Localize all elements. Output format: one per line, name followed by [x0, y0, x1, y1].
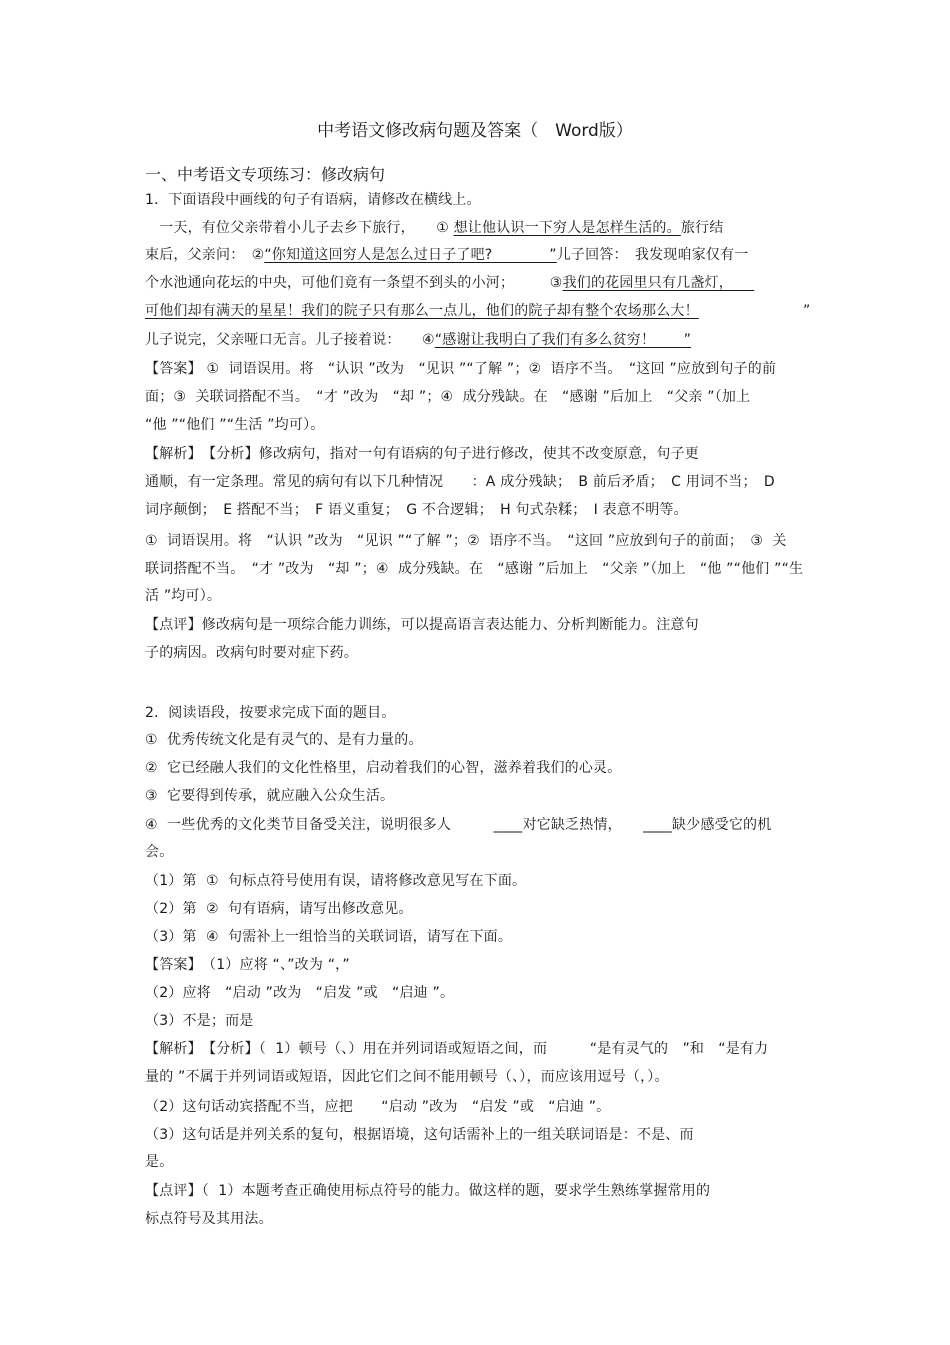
q2-task: （3）第 ④ 句需补上一组恰当的关联词语，请写在下面。 [145, 929, 513, 945]
q1-passage-line [145, 245, 749, 265]
q2-answer: 【答案】 （1）应将 “、”改为 “，” [145, 957, 350, 973]
text: ” [803, 303, 811, 319]
underlined-sentence-2: “你知道这回穷人是怎么过日子了吧? ” [264, 247, 557, 263]
underlined-sentence-3-cont: 可他们却有满天的星星！我们的院子只有那么一点儿，他们的院子却有整个农场那么大！ [145, 303, 699, 319]
q1-answer: “他 ”“他们 ”“生活 ”均可）。 [145, 417, 325, 433]
q1-comment: 【点评】修改病句是一项综合能力训练，可以提高语言表达能力、分析判断能力。注意句 [145, 617, 699, 633]
q1-passage-line [145, 273, 754, 293]
text: 儿子说完，父亲哑口无言。儿子接着说： ④ [145, 332, 435, 348]
q2-analysis: （3）这句话是并列关系的复句，根据语境，这句话需补上的一组关联词语是：不是、而 [145, 1127, 694, 1143]
text: 旅行结 [680, 220, 724, 236]
text: 束后，父亲问： ② [145, 247, 265, 263]
underlined-sentence-4: “感谢让我明白了我们有多么贫穷！ ” [434, 332, 692, 348]
q1-analysis: ① 词语误用。将 “认识 ”改为 “见识 ”“了解 ”；② 语序不当。 “这回 ”应放到句子的前面； ③ 关 [145, 533, 787, 549]
q1-passage-line [145, 218, 723, 238]
text: 儿子回答： 我发现咱家仅有一 [556, 247, 749, 263]
q2-task: （2）第 ② 句有语病，请写出修改意见。 [145, 901, 413, 917]
q1-analysis: 通顺，有一定条理。常见的病句有以下几种情况 ：A 成分残缺； B 前后矛盾； C 用词不当； D [145, 474, 775, 490]
q1-analysis: 活 ”均可）。 [145, 588, 222, 604]
underlined-sentence-1: 想让他认识一下穷人是怎样生活的。 [453, 220, 681, 236]
q2-sentence: ② 它已经融人我们的文化性格里，启动着我们的心智，滋养着我们的心灵。 [145, 760, 622, 776]
q2-answer: （2）应将 “启动 ”改为 “启发 ”或 “启迪 ”。 [145, 985, 455, 1001]
q1-analysis: 联词搭配不当。 “才 ”改为 “却 ”；④ 成分残缺。在 “感谢 ”后加上 “父亲 ”（加上 “他 ”“他们 ”“生 [145, 561, 804, 577]
q1-answer: 【答案】 ① 词语误用。将 “认识 ”改为 “见识 ”“了解 ”；② 语序不当。 “这回 ”应放到句子的前 [145, 361, 777, 377]
q1-passage-line [145, 330, 691, 350]
q2-analysis: （2）这句话动宾搭配不当，应把 “启动 ”改为 “启发 ”或 “启迪 ”。 [145, 1099, 611, 1115]
q2-prompt: 2．阅读语段，按要求完成下面的题目。 [145, 705, 396, 721]
q2-answer: （3）不是；而是 [145, 1013, 254, 1029]
q2-sentence: ④ 一些优秀的文化类节目备受关注，说明很多人 ____对它缺乏热情， ____缺少感受它的机 [145, 817, 772, 833]
q2-sentence: ③ 它要得到传承，就应融入公众生活。 [145, 788, 395, 804]
q1-comment: 子的病因。改病句时要对症下药。 [145, 645, 358, 661]
q2-comment: 标点符号及其用法。 [145, 1211, 273, 1227]
underlined-sentence-3: 我们的花园里只有几盏灯， [562, 275, 755, 291]
q2-analysis: 【解析】 【分析】（ 1）顿号（、）用在并列词语或短语之间，而 “是有灵气的 ”和 “是有力 [145, 1041, 769, 1057]
q1-prompt: 1．下面语段中画线的句子有语病，请修改在横线上。 [145, 192, 481, 208]
q1-passage-line [145, 301, 811, 321]
page-title: 中考语文修改病句题及答案（ Word版） [317, 121, 633, 141]
q2-sentence: 会。 [145, 844, 174, 860]
q1-answer: 面；③ 关联词搭配不当。 “才 ”改为 “却 ”；④ 成分残缺。在 “感谢 ”后加上 “父亲 ”（加上 [145, 389, 751, 405]
q2-analysis: 量的 ”不属于并列词语或短语，因此它们之间不能用顿号（、），而应该用逗号（，）。 [145, 1069, 669, 1085]
q1-analysis: 【解析】 【分析】修改病句，指对一句有语病的句子进行修改，使其不改变原意，句子更 [145, 446, 699, 462]
q1-analysis: 词序颠倒； E 搭配不当； F 语义重复； G 不合逻辑； H 句式杂糅； I 表意不明等。 [145, 502, 688, 518]
q2-analysis: 是。 [145, 1154, 174, 1170]
q2-task: （1）第 ① 句标点符号使用有误，请将修改意见写在下面。 [145, 873, 527, 889]
text: 一天，有位父亲带着小儿子去乡下旅行， ① [145, 220, 449, 236]
q2-comment: 【点评】（ 1）本题考查正确使用标点符号的能力。做这样的题，要求学生熟练掌握常用的 [145, 1183, 711, 1199]
q2-sentence: ① 优秀传统文化是有灵气的、是有力量的。 [145, 732, 423, 748]
text: 个水池通向花坛的中央，可他们竟有一条望不到头的小河； ③ [145, 275, 563, 291]
section-heading: 一、中考语文专项练习：修改病句 [145, 165, 386, 184]
